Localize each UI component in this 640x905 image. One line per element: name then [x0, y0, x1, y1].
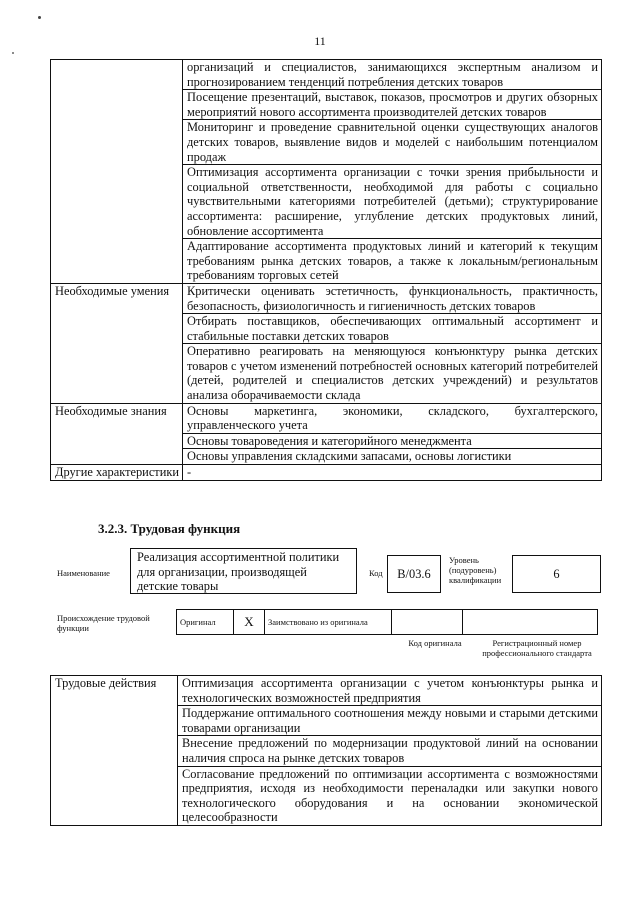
task-cell: Мониторинг и проведение сравнительной оценки существующих аналогов детских товаров, выявление видов и моделей с наибольшим потенциалом продаж [183, 120, 602, 165]
borrowed-label: Заимствовано из оригинала [264, 609, 392, 635]
action-cell: Поддержание оптимального соотношения между новыми и старыми детскими товарами организации [178, 706, 602, 736]
other-value: - [183, 465, 602, 481]
task-cell: Оптимизация ассортимента организации с точки зрения прибыльности и социальной ответственности, необходимой для работы с социально чувствительными категориями потребителей (детьми); структурирование ассортимента: расширение, углубление детских продуктовых линий, обновление ассортимента [183, 165, 602, 239]
function-name: Реализация ассортиментной политики для организации, производящей детские товары [130, 548, 357, 594]
origin-code-cell [391, 609, 463, 635]
reg-number-cell [462, 609, 598, 635]
other-label: Другие характеристики [51, 465, 183, 481]
level-label: Уровень (подуровень) квалификации [449, 555, 502, 585]
scan-speck [12, 52, 14, 54]
reg-number-caption: Регистрационный номер профессионального стандарта [482, 638, 592, 658]
code-label: Код [369, 568, 383, 578]
table-row [51, 465, 602, 481]
code-origin-caption: Код оригинала [408, 638, 462, 648]
knowledge-cell: Основы маркетинга, экономики, складского, бухгалтерского, управленческого учета [183, 403, 602, 433]
origin-row [177, 609, 601, 635]
skills-label: Необходимые умения [51, 283, 183, 403]
action-cell: Внесение предложений по модернизации продуктовой линий на основании наличия спроса на рынке детских товаров [178, 736, 602, 766]
table-row [51, 283, 602, 313]
knowledge-label: Необходимые знания [51, 403, 183, 464]
skill-cell: Отбирать поставщиков, обеспечивающих оптимальный ассортимент и стабильные поставки детских товаров [183, 314, 602, 344]
knowledge-cell: Основы товароведения и категорийного менеджмента [183, 433, 602, 449]
table-row [51, 403, 602, 433]
knowledge-cell: Основы управления складскими запасами, основы логистики [183, 449, 602, 465]
section-title: 3.2.3. Трудовая функция [98, 521, 241, 536]
scan-speck [38, 16, 41, 19]
task-cell: организаций и специалистов, занимающихся экспертным анализом и прогнозированием тенденций потребления детских товаров [183, 60, 602, 90]
qualification-level: 6 [512, 555, 601, 593]
skill-cell: Критически оценивать эстетичность, функциональность, практичность, безопасность, физиологичность и гигиеничность детских товаров [183, 283, 602, 313]
function-code: B/03.6 [387, 555, 441, 593]
name-label: Наименование [57, 568, 110, 578]
actions-label: Трудовые действия [51, 676, 178, 826]
original-mark: X [233, 609, 265, 635]
origin-label: Происхождение трудовой функции [57, 613, 150, 633]
actions-table [50, 675, 602, 826]
action-cell: Согласование предложений по оптимизации ассортимента с возможностями предприятия, исходя из необходимости переналадки или закупки нового технологического оборудования и на основании экономической целесообразности [178, 766, 602, 825]
action-cell: Оптимизация ассортимента организации с учетом конъюнктуры рынка и технологических возможностей предприятия [178, 676, 602, 706]
original-label: Оригинал [176, 609, 234, 635]
competency-table [50, 59, 602, 481]
skill-cell: Оперативно реагировать на меняющуюся конъюнктуру рынка детских товаров с учетом изменений потребностей основных категорий потребителей (детей, родителей и специалистов детских учреждений) и результатов анализа оборачиваемости склада [183, 344, 602, 403]
table-row [51, 676, 602, 706]
page-number: 11 [314, 34, 326, 48]
task-cell: Посещение презентаций, выставок, показов, просмотров и других обзорных мероприятий нового ассортимента производителей детских товаров [183, 90, 602, 120]
task-cell: Адаптирование ассортимента продуктовых линий и категорий к текущим требованиям рынка детских товаров, а также к локальным/региональным требованиям торговых сетей [183, 239, 602, 284]
table-row [51, 60, 602, 90]
